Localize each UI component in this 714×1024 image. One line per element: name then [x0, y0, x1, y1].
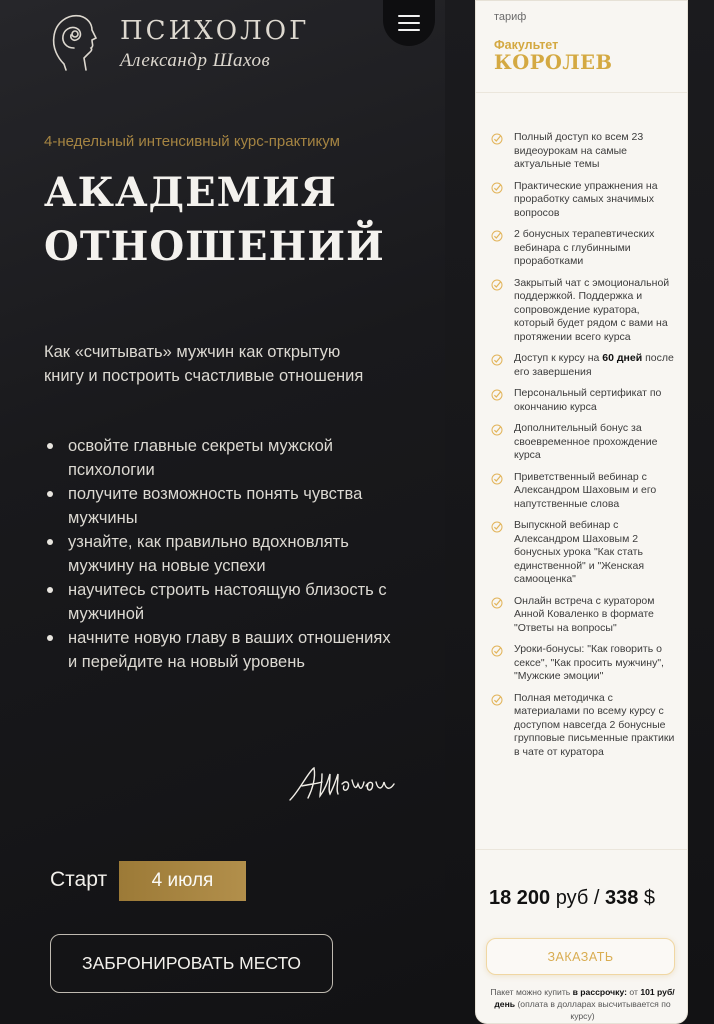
check-circle-icon: [491, 279, 503, 291]
benefit-item: получите возможность понять чувства мужчины: [44, 482, 394, 530]
price: [489, 887, 655, 910]
tariff-label: тариф: [494, 11, 527, 23]
feature-item: [491, 692, 681, 760]
price-usd: 338: [604, 887, 639, 909]
feature-text: Практические упражнения на проработку самых значимых вопросов: [514, 179, 658, 219]
check-circle-icon: [491, 597, 503, 609]
page-title-line-2: ОТНОШЕНИЙ: [44, 223, 385, 270]
benefit-item: узнайте, как правильно вдохновлять мужчину на новые успехи: [44, 530, 394, 578]
check-circle-icon: [491, 133, 503, 145]
order-button[interactable]: ЗАКАЗАТЬ: [486, 938, 675, 975]
feature-text: Персональный сертификат по окончанию курса: [514, 387, 662, 413]
price-rub-unit: руб /: [550, 887, 605, 909]
feature-text: Приветственный вебинар с Александром Шаховым и его напутственные слова: [514, 470, 657, 510]
feature-text: Онлайн встреча с куратором Анной Коваленко в формате "Ответы на вопросы": [514, 594, 655, 634]
feature-text: Полная методичка с материалами по всему курсу с доступом навсегда 2 бонусные групповые письменные практики в чате от куратора: [514, 691, 675, 758]
tariff-card: [475, 0, 688, 1024]
feature-text: Дополнительный бонус за своевременное прохождение курса: [514, 422, 658, 461]
feature-item: [491, 180, 681, 221]
benefit-item: освойте главные секреты мужской психологии: [44, 434, 394, 482]
price-rub: 18 200: [489, 887, 551, 909]
feature-text: 2 бонусных терапевтических вебинара с глубинными проработками: [514, 228, 655, 267]
feature-text: Полный доступ ко всем 23 видеоурокам на самые актуальные темы: [514, 131, 644, 170]
feature-item: [491, 352, 681, 379]
access-duration: 60 дней: [602, 352, 643, 364]
book-place-button[interactable]: ЗАБРОНИРОВАТЬ МЕСТО: [50, 934, 333, 993]
page-title-line-1: АКАДЕМИЯ: [44, 169, 337, 216]
tariff-header: [476, 1, 687, 93]
feature-item: [491, 643, 681, 684]
profile-swirl-logo[interactable]: [44, 12, 104, 72]
check-circle-icon: [491, 230, 503, 242]
price-section: [476, 849, 688, 1024]
tariff-faculty: Факультет: [494, 38, 559, 52]
tariff-name: КОРОЛЕВ: [494, 51, 613, 74]
feature-item: [491, 519, 681, 587]
benefit-item: начните новую главу в ваших отношениях и перейдите на новый уровень: [44, 626, 394, 674]
tariff-features-list: [491, 131, 681, 767]
check-circle-icon: [491, 521, 503, 533]
check-circle-icon: [491, 694, 503, 706]
brand-title: ПСИХОЛОГ: [120, 16, 310, 46]
feature-item: [491, 277, 681, 345]
feature-item: [491, 131, 681, 172]
feature-item: [491, 228, 681, 269]
check-circle-icon: [491, 424, 503, 436]
installment-note: Пакет можно купить в рассрочку: от 101 руб/день (оплата в долларах высчитывается по курсу): [490, 987, 675, 1021]
start-label: Старт: [50, 868, 108, 891]
benefits-list: [44, 434, 394, 674]
start-date-badge: 4 июля: [119, 861, 246, 901]
check-circle-icon: [491, 354, 503, 366]
menu-button[interactable]: [383, 0, 435, 46]
feature-text: Закрытый чат с эмоциональной поддержкой. Поддержка и сопровождение куратора, который будет рядом с вами на протяжении всего курса: [514, 276, 670, 343]
hamburger-menu-icon: [398, 15, 420, 17]
brand-subtitle: Александр Шахов: [120, 50, 271, 71]
price-usd-unit: $: [638, 887, 656, 909]
feature-text: Доступ к курсу на 60 дней после его завершения: [514, 352, 674, 378]
check-circle-icon: [491, 645, 503, 657]
feature-item: [491, 471, 681, 512]
intro-text: Как «считывать» мужчин как открытую книгу и построить счастливые отношения: [44, 343, 364, 385]
check-circle-icon: [491, 389, 503, 401]
feature-text: Уроки-бонусы: "Как говорить о сексе", "Как просить мужчину", "Мужские эмоции": [514, 643, 664, 682]
benefit-item: научитесь строить настоящую близость с мужчиной: [44, 578, 394, 626]
feature-item: [491, 595, 681, 636]
author-signature: [286, 760, 402, 808]
check-circle-icon: [491, 473, 503, 485]
course-type: 4-недельный интенсивный курс-практикум: [44, 133, 340, 150]
page-title: [44, 166, 385, 274]
check-circle-icon: [491, 182, 503, 194]
feature-text: Выпускной вебинар с Александром Шаховым 2 бонусных урока "Как стать единственной" и "Женская самооценка": [514, 519, 645, 585]
feature-item: [491, 387, 681, 414]
feature-item: [491, 422, 681, 463]
